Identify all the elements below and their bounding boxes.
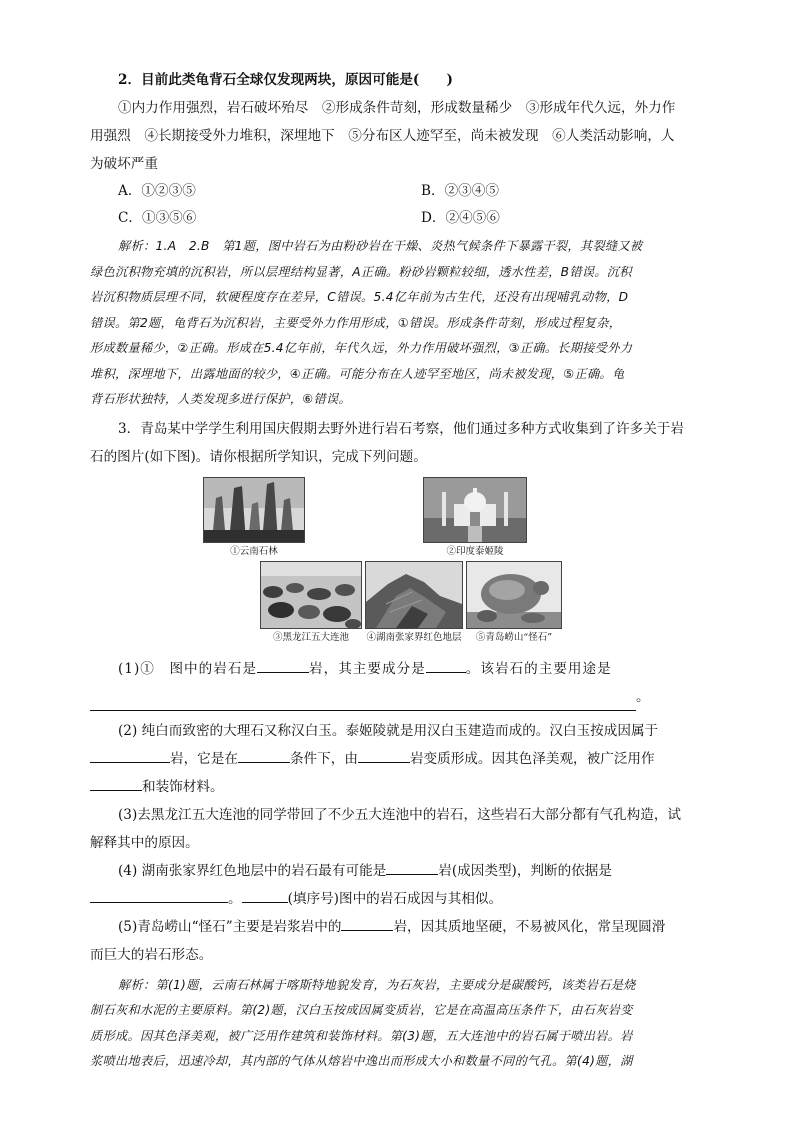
sub2-text: 岩变质形成。因其色泽美观，被广泛用作 xyxy=(409,750,655,767)
q2-statement-line: 用强烈 ④长期接受外力堆积，深埋地下 ⑤分布区人迹罕至，尚未被发现 ⑥人类活动影响，人 xyxy=(90,128,675,144)
answer-blank[interactable] xyxy=(238,748,290,763)
red-strata-photo xyxy=(365,561,463,629)
answer-blank[interactable] xyxy=(90,776,142,791)
q3-sub2-line xyxy=(90,745,704,773)
answer-blank[interactable] xyxy=(90,696,636,711)
option-c: C．①③⑤⑥ xyxy=(118,210,197,226)
option-a: A．①②③⑤ xyxy=(118,183,196,199)
q3-sub2: (2) 纯白而致密的大理石又称汉白玉。泰姬陵就是用汉白玉建造而成的。汉白玉按成因属于 xyxy=(118,722,659,739)
sub5-text: (5)青岛崂山“怪石”主要是岩浆岩中的 xyxy=(118,918,342,935)
explanation-line: 制石灰和水泥的主要原料。第(2)题，汉白玉按成因属变质岩，它是在高温高压条件下，由石灰岩变 xyxy=(90,1003,633,1017)
q2-statement-line: 为破坏严重 xyxy=(90,156,158,172)
q3-stem: 石的图片(如下图)。请你根据所学知识，完成下列问题。 xyxy=(90,448,427,465)
sub1-text: 。该岩石的主要用途是 xyxy=(465,660,612,677)
explanation-line: 浆喷出地表后，迅速冷却，其内部的气体从熔岩中逸出而形成大小和数量不同的气孔。第(4)题，湖 xyxy=(90,1054,633,1068)
figure-volcanic-rocks xyxy=(260,561,362,644)
answer-blank[interactable] xyxy=(257,658,309,673)
q2-stem: 2．目前此类龟背石全球仅发现两块，原因可能是( ) xyxy=(118,72,453,88)
sub1-text: 。 xyxy=(636,688,650,705)
answer-blank[interactable] xyxy=(90,888,228,903)
sub4-text: (4) 湖南张家界红色地层中的岩石最有可能是 xyxy=(118,862,387,879)
explanation-block-2 xyxy=(90,973,704,1075)
sub5-text: 岩，因其质地坚硬，不易被风化，常呈现圆滑 xyxy=(393,918,666,935)
explanation-line: 错误。第2题，龟背石为沉积岩，主要受外力作用形成，①错误。形成条件苛刻，形成过程复杂， xyxy=(90,315,622,330)
answer-blank[interactable] xyxy=(242,888,288,903)
figure-taj-mahal xyxy=(423,477,527,558)
figure-granite-boulder xyxy=(466,561,562,644)
taj-mahal-photo xyxy=(423,477,527,543)
explanation-line: 解析：1.A 2.B 第1题，图中岩石为由粉砂岩在干燥、炎热气候条件下暴露干裂，其裂缝又被 xyxy=(118,239,643,253)
rock-figures xyxy=(90,477,704,647)
explanation-line: 绿色沉积物充填的沉积岩，所以层理结构显著，A正确。粉砂岩颗粒较细，透水性差，B错误。沉积 xyxy=(90,264,632,279)
answer-blank[interactable] xyxy=(386,860,438,875)
granite-boulder-photo xyxy=(466,561,562,629)
sub1-text: 岩，其主要成分是 xyxy=(309,660,426,677)
explanation-line: 堆积，深埋地下，出露地面的较少，④正确。可能分布在人迹罕至地区，尚未被发现，⑤正确。龟 xyxy=(90,366,625,381)
explanation-block-1 xyxy=(90,234,704,413)
q3-sub1-line xyxy=(90,683,704,711)
q3-sub1 xyxy=(90,655,704,683)
figure-caption: ④湖南张家界红色地层 xyxy=(366,631,462,643)
document-page xyxy=(90,66,704,1075)
sub1-text: (1)① 图中的岩石是 xyxy=(118,660,258,677)
q3-sub5 xyxy=(90,913,704,941)
stone-forest-photo xyxy=(203,477,305,543)
q3-sub5-line: 而巨大的岩石形态。 xyxy=(90,946,213,963)
answer-blank[interactable] xyxy=(90,748,170,763)
sub4-text: (填序号)图中的岩石成因与其相似。 xyxy=(287,890,503,907)
volcanic-rocks-photo xyxy=(260,561,362,629)
sub2-text: 和装饰材料。 xyxy=(142,778,224,795)
explanation-line: 质形成。因其色泽美观，被广泛用作建筑和装饰材料。第(3)题，五大连池中的岩石属于喷出岩。岩 xyxy=(90,1028,633,1043)
option-b: B．②③④⑤ xyxy=(421,183,499,199)
sub2-text: 岩，它是在 xyxy=(170,750,238,767)
answer-blank[interactable] xyxy=(358,748,410,763)
q3-sub3: (3)去黑龙江五大连池的同学带回了不少五大连池中的岩石，这些岩石大部分都有气孔构造，试 xyxy=(118,806,682,823)
q2-options-row xyxy=(90,205,704,232)
explanation-line: 背石形状独特，人类发现多进行保护，⑥错误。 xyxy=(90,392,351,406)
q2-statement-line: ①内力作用强烈，岩石破坏殆尽 ②形成条件苛刻，形成数量稀少 ③形成年代久远，外力作 xyxy=(118,100,676,116)
q3-sub2-line xyxy=(90,773,704,801)
explanation-line: 形成数量稀少，②正确。形成在5.4亿年前，年代久远，外力作用破坏强烈，③正确。长期接受外力 xyxy=(90,341,633,355)
q3-sub4 xyxy=(90,857,704,885)
explanation-line: 岩沉积物质层理不同，软硬程度存在差异，C错误。5.4亿年前为古生代，还没有出现哺乳动物，D xyxy=(90,290,629,304)
option-d: D．②④⑤⑥ xyxy=(421,210,500,226)
q3-sub3-line: 解释其中的原因。 xyxy=(90,834,199,851)
figure-red-strata xyxy=(365,561,463,644)
figure-caption: ③黑龙江五大连池 xyxy=(272,631,349,643)
q3-stem: 3．青岛某中学学生利用国庆假期去野外进行岩石考察，他们通过多种方式收集到了许多关于岩 xyxy=(118,420,684,437)
figure-caption: ②印度泰姬陵 xyxy=(446,545,504,557)
explanation-line: 解析：第(1)题，云南石林属于喀斯特地貌发育，为石灰岩，主要成分是碳酸钙，该类岩石是烧 xyxy=(118,977,636,992)
sub4-text: 岩(成因类型)，判断的依据是 xyxy=(438,862,612,879)
answer-blank[interactable] xyxy=(341,916,393,931)
sub2-text: 条件下，由 xyxy=(289,750,358,767)
answer-blank[interactable] xyxy=(426,658,466,673)
sub4-text: 。 xyxy=(228,890,242,907)
q3-sub4-line xyxy=(90,885,704,913)
figure-caption: ⑤青岛崂山“怪石” xyxy=(475,631,553,643)
figure-stone-forest xyxy=(203,477,305,558)
figure-caption: ①云南石林 xyxy=(230,545,278,557)
q2-options-row xyxy=(90,178,704,205)
